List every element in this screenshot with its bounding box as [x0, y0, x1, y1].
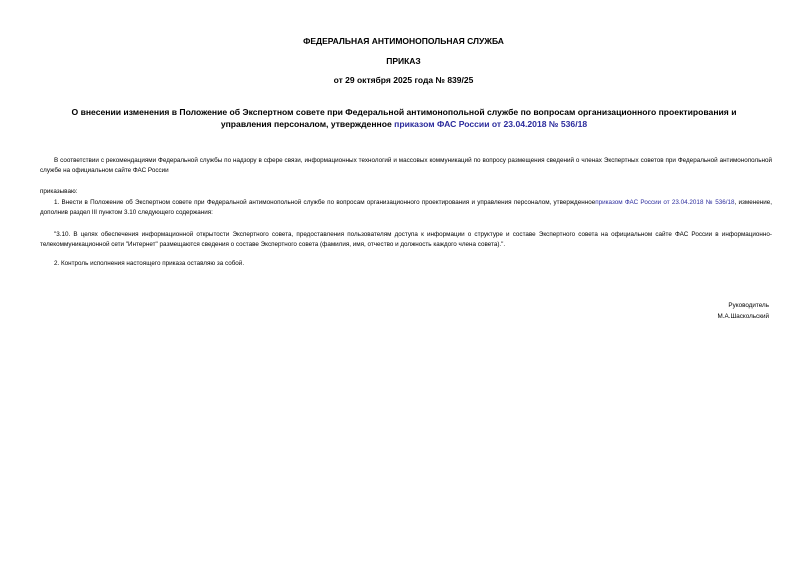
- document-subject: [54, 106, 754, 130]
- item1-text: 1. Внести в Положение об Экспертном совете при Федеральной антимонопольной службе по вопросам организационного проектирования и управления персоналом, утвержденное: [54, 199, 596, 206]
- doc-type-title: ПРИКАЗ: [386, 56, 421, 66]
- quote-paragraph: "3.10. В целях обеспечения информационной открытости Экспертного совета, предоставления пользователям доступа к информации о структуре и составе Экспертного совета на официальном сайте ФАС России в информационно-телекоммуникационной сети "Интернет" размещаются сведения о составе Экспертного совета (фамилия, имя, отчество и должность каждого члена совета).".: [40, 231, 772, 248]
- org-title: ФЕДЕРАЛЬНАЯ АНТИМОНОПОЛЬНАЯ СЛУЖБА: [303, 36, 504, 46]
- subject-order-link[interactable]: приказом ФАС России от 23.04.2018 № 536/18: [394, 119, 588, 129]
- signature-position: Руководитель: [728, 302, 769, 309]
- item1-paragraph: [40, 198, 772, 218]
- item1-order-link[interactable]: приказом ФАС России от 23.04.2018 № 536/18: [595, 199, 735, 206]
- item1-text-end: , изменение, дополнив раздел III пунктом 3.10 следующего содержания:: [40, 199, 772, 216]
- signature-name: М.А.Шаскольский: [717, 313, 769, 320]
- signature-block: [718, 300, 769, 322]
- item2-paragraph: 2. Контроль исполнения настоящего приказа оставляю за собой.: [54, 260, 245, 267]
- subject-text: О внесении изменения в Положение об Экспертном совете при Федеральной антимонопольной службе по вопросам организационного проектирования и управления персоналом, утвержденное: [71, 107, 737, 129]
- preamble-paragraph: В соответствии с рекомендациями Федеральной службы по надзору в сфере связи, информационных технологий и массовых коммуникаций по вопросу размещения сведений о членах Экспертных советов при Федеральной антимонопольной службе на официальном сайте ФАС России: [40, 157, 772, 174]
- order-date-number: от 29 октября 2025 года № 839/25: [333, 75, 474, 85]
- prikazyvayu-line: приказываю:: [40, 188, 78, 195]
